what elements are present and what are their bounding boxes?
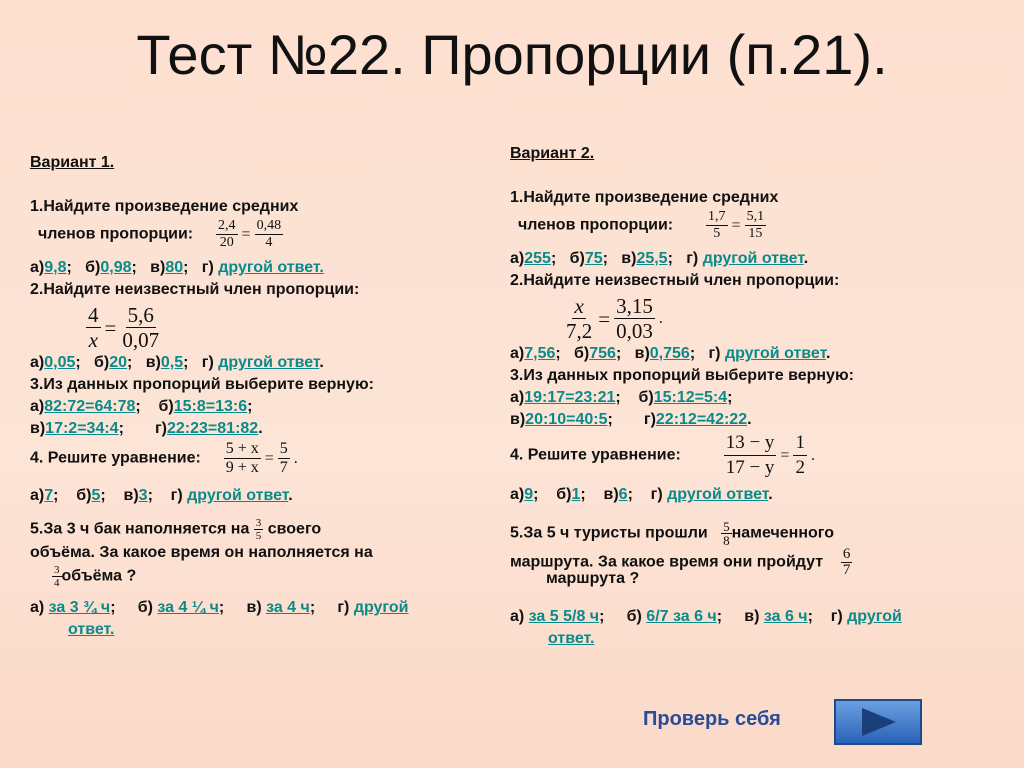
v2-q5-line1: 5.За 5 ч туристы прошли $\frac{5}{8}$ намеченного xyxy=(510,519,834,548)
v1-q1-frac-left: $\frac{2,4}{20}$ xyxy=(218,218,236,250)
v1-q1-b[interactable]: 0,98 xyxy=(100,259,132,276)
v1-q3-b[interactable]: 15:8=13:6 xyxy=(173,398,248,415)
v2-q5-c[interactable]: за 6 ч xyxy=(763,608,808,625)
v2-q2-frac-left: $\frac{x}{7,2}$ xyxy=(566,294,593,343)
v2-q3-text: 3.Из данных пропорций выберите верную: xyxy=(510,367,854,384)
v1-q5-frac2: $\frac{3}{4}$ xyxy=(54,564,60,589)
v2-q1-c[interactable]: 25,5 xyxy=(636,250,668,267)
v2-q4-line: 4. Решите уравнение: $\frac{13 - y}{17 - y}$ = $\frac{1}{2}$ . xyxy=(510,432,815,478)
v2-q5-answers-cont xyxy=(510,628,1010,650)
v2-q4-d[interactable]: другой ответ xyxy=(667,486,769,503)
v2-q5-b[interactable]: 6/7 за 6 ч xyxy=(646,608,717,625)
v2-q4-a[interactable]: 9 xyxy=(524,486,534,503)
v1-q2-a[interactable]: 0,05 xyxy=(44,354,76,371)
v2-q5-line3: маршрута ? xyxy=(546,570,640,587)
v2-q5-frac: $\frac{5}{8}$ xyxy=(723,519,730,548)
v1-q2-d[interactable]: другой ответ xyxy=(218,354,320,371)
v2-q4-frac-left: $\frac{13 - y}{17 - y}$ xyxy=(725,432,775,478)
v1-q2-frac-left: $\frac{4}{x}$ xyxy=(88,303,99,352)
v1-q4-line: 4. Решите уравнение: $\frac{5 + x}{9 + x}$ = $\frac{5}{7}$ . xyxy=(30,440,298,476)
v2-q2-b[interactable]: 756 xyxy=(589,345,616,362)
v1-q4-text: 4. Решите уравнение: xyxy=(30,449,201,467)
v2-q3-b[interactable]: 15:12=5:4 xyxy=(653,389,728,406)
v1-q3-answers-row2: в)17:2=34:4; г)22:23=81:82. xyxy=(30,420,263,437)
v1-q4-b[interactable]: 5 xyxy=(91,487,101,504)
v1-q1-frac-right: $\frac{0,48}{4}$ xyxy=(256,218,282,250)
v1-q3-text: 3.Из данных пропорций выберите верную: xyxy=(30,376,374,393)
v2-q4-answers: а)9; б)1; в)6; г) другой ответ. xyxy=(510,486,773,503)
next-button[interactable] xyxy=(834,699,922,745)
v1-q5-answers-cont xyxy=(30,619,510,641)
v1-q1-c[interactable]: 80 xyxy=(165,259,184,276)
v1-q1-label: членов пропорции: xyxy=(38,225,194,243)
v2-q5-d-cont[interactable]: ответ. xyxy=(548,630,595,647)
v1-q2-frac-right: $\frac{5,6}{0,07}$ xyxy=(122,303,160,352)
v1-q1-text: 1.Найдите произведение средних xyxy=(30,198,299,215)
v2-q1-frac-left: $\frac{1,7}{5}$ xyxy=(708,209,726,241)
v1-q5-line1: 5.За 3 ч бак наполняется на $\frac{3}{5}$ своего xyxy=(30,517,322,542)
v1-q4-answers: а)7; б)5; в)3; г) другой ответ. xyxy=(30,487,293,504)
v2-q1-frac-right: $\frac{5,1}{15}$ xyxy=(746,209,765,241)
v1-q3-d[interactable]: 22:23=81:82 xyxy=(167,420,259,437)
check-yourself-label[interactable]: Проверь себя xyxy=(643,708,781,730)
variant-2-heading: Вариант 2. xyxy=(510,145,595,162)
v2-q1-text: 1.Найдите произведение средних xyxy=(510,189,779,206)
v1-q2-text: 2.Найдите неизвестный член пропорции: xyxy=(30,281,360,298)
v1-q4-a[interactable]: 7 xyxy=(44,487,54,504)
v2-q5-frac2: $\frac{6}{7}$ xyxy=(842,546,851,578)
v1-q3-c[interactable]: 17:2=34:4 xyxy=(45,420,119,437)
v2-q3-a[interactable]: 19:17=23:21 xyxy=(524,389,616,406)
v2-q2-c[interactable]: 0,756 xyxy=(649,345,690,362)
v2-q3-answers-row1: а)19:17=23:21; б)15:12=5:4; xyxy=(510,389,733,406)
variant-1-heading: Вариант 1. xyxy=(30,154,115,171)
v1-q5-c[interactable]: за 4 ч xyxy=(266,599,310,616)
v2-q1-a[interactable]: 255 xyxy=(524,250,551,267)
v2-q2-text: 2.Найдите неизвестный член пропорции: xyxy=(510,272,840,289)
v1-q5-frac: $\frac{3}{5}$ xyxy=(255,517,262,542)
v1-q4-d[interactable]: другой ответ xyxy=(187,487,289,504)
v2-q1-answers: а)255; б)75; в)25,5; г) другой ответ. xyxy=(510,250,809,267)
play-triangle-icon xyxy=(836,701,920,743)
v1-q4-frac-left: $\frac{5 + x}{9 + x}$ xyxy=(225,440,259,476)
v1-q2-equation: $\frac{4}{x}$ = $\frac{5,6}{0,07}$ xyxy=(88,303,160,352)
v2-q3-answers-row2: в)20:10=40:5; г)22:12=42:22. xyxy=(510,411,752,428)
v1-q1-d[interactable]: другой ответ. xyxy=(218,259,324,276)
v1-q5-d-cont[interactable]: ответ. xyxy=(68,621,115,638)
v1-q5-a[interactable]: за 3 ¾ ч xyxy=(48,599,111,616)
v1-q3-a[interactable]: 82:72=64:78 xyxy=(44,398,136,415)
v1-q1-a[interactable]: 9,8 xyxy=(44,259,67,276)
v2-q1-d[interactable]: другой ответ xyxy=(702,250,804,267)
v2-q5-line2: маршрута. За какое время они пройдут $\frac{6}{7}$ xyxy=(510,546,851,578)
variant-1 xyxy=(30,152,510,641)
v1-q5-d[interactable]: другой xyxy=(353,599,409,616)
v2-q2-equation: $\frac{x}{7,2}$ = $\frac{3,15}{0,03}$ . xyxy=(566,294,663,343)
v2-q4-frac-right: $\frac{1}{2}$ xyxy=(795,432,805,478)
variant-2 xyxy=(510,143,1010,650)
v1-q1-answers: а)9,8; б)0,98; в)80; г) другой ответ. xyxy=(30,259,324,276)
v2-q2-answers: а)7,56; б)756; в)0,756; г) другой ответ. xyxy=(510,345,831,362)
v2-q2-d[interactable]: другой ответ xyxy=(724,345,827,362)
v2-q1-line: членов пропорции: $\frac{1,7}{5}$ = $\frac{5,1}{15}$ xyxy=(518,209,765,241)
v1-q3-answers-row1: а)82:72=64:78; б)15:8=13:6; xyxy=(30,398,253,415)
v2-q4-c[interactable]: 6 xyxy=(618,486,628,503)
v1-q5-b[interactable]: за 4 ¼ ч xyxy=(157,599,219,616)
v2-q5-answers: а) за 5 5/8 ч; б) 6/7 за 6 ч; в) за 6 ч; г) другой xyxy=(510,608,902,625)
v2-q2-frac-right: $\frac{3,15}{0,03}$ xyxy=(616,294,653,343)
v1-q4-frac-right: $\frac{5}{7}$ xyxy=(279,440,288,476)
v1-q5-line2: объёма. За какое время он наполняется на xyxy=(30,544,373,561)
slide-title: Тест №22. Пропорции (п.21). xyxy=(136,23,888,86)
v1-q2-answers: а)0,05; б)20; в)0,5; г) другой ответ. xyxy=(30,354,324,371)
v2-q5-d[interactable]: другой xyxy=(847,608,902,625)
v2-q5-a[interactable]: за 5 5/8 ч xyxy=(528,608,600,625)
v2-q1-label: членов пропорции: xyxy=(518,216,674,234)
v1-q5-line3: $\frac{3}{4}$ объёма ? xyxy=(54,564,137,589)
v1-q2-c[interactable]: 0,5 xyxy=(160,354,184,371)
v2-q1-b[interactable]: 75 xyxy=(584,250,603,267)
v1-q5-answers: а) за 3 ¾ ч; б) за 4 ¼ ч; в) за 4 ч; г) другой xyxy=(30,599,409,616)
v1-q1-line: членов пропорции: $\frac{2,4}{20}$ = $\frac{0,48}{4}$ xyxy=(38,218,282,250)
v1-q4-c[interactable]: 3 xyxy=(138,487,148,504)
v2-q3-d[interactable]: 22:12=42:22 xyxy=(655,411,748,428)
v2-q4-b[interactable]: 1 xyxy=(571,486,581,503)
v2-q4-text: 4. Решите уравнение: xyxy=(510,446,681,464)
v2-q2-a[interactable]: 7,56 xyxy=(524,345,556,362)
v2-q3-c[interactable]: 20:10=40:5 xyxy=(525,411,608,428)
v1-q2-b[interactable]: 20 xyxy=(109,354,128,371)
